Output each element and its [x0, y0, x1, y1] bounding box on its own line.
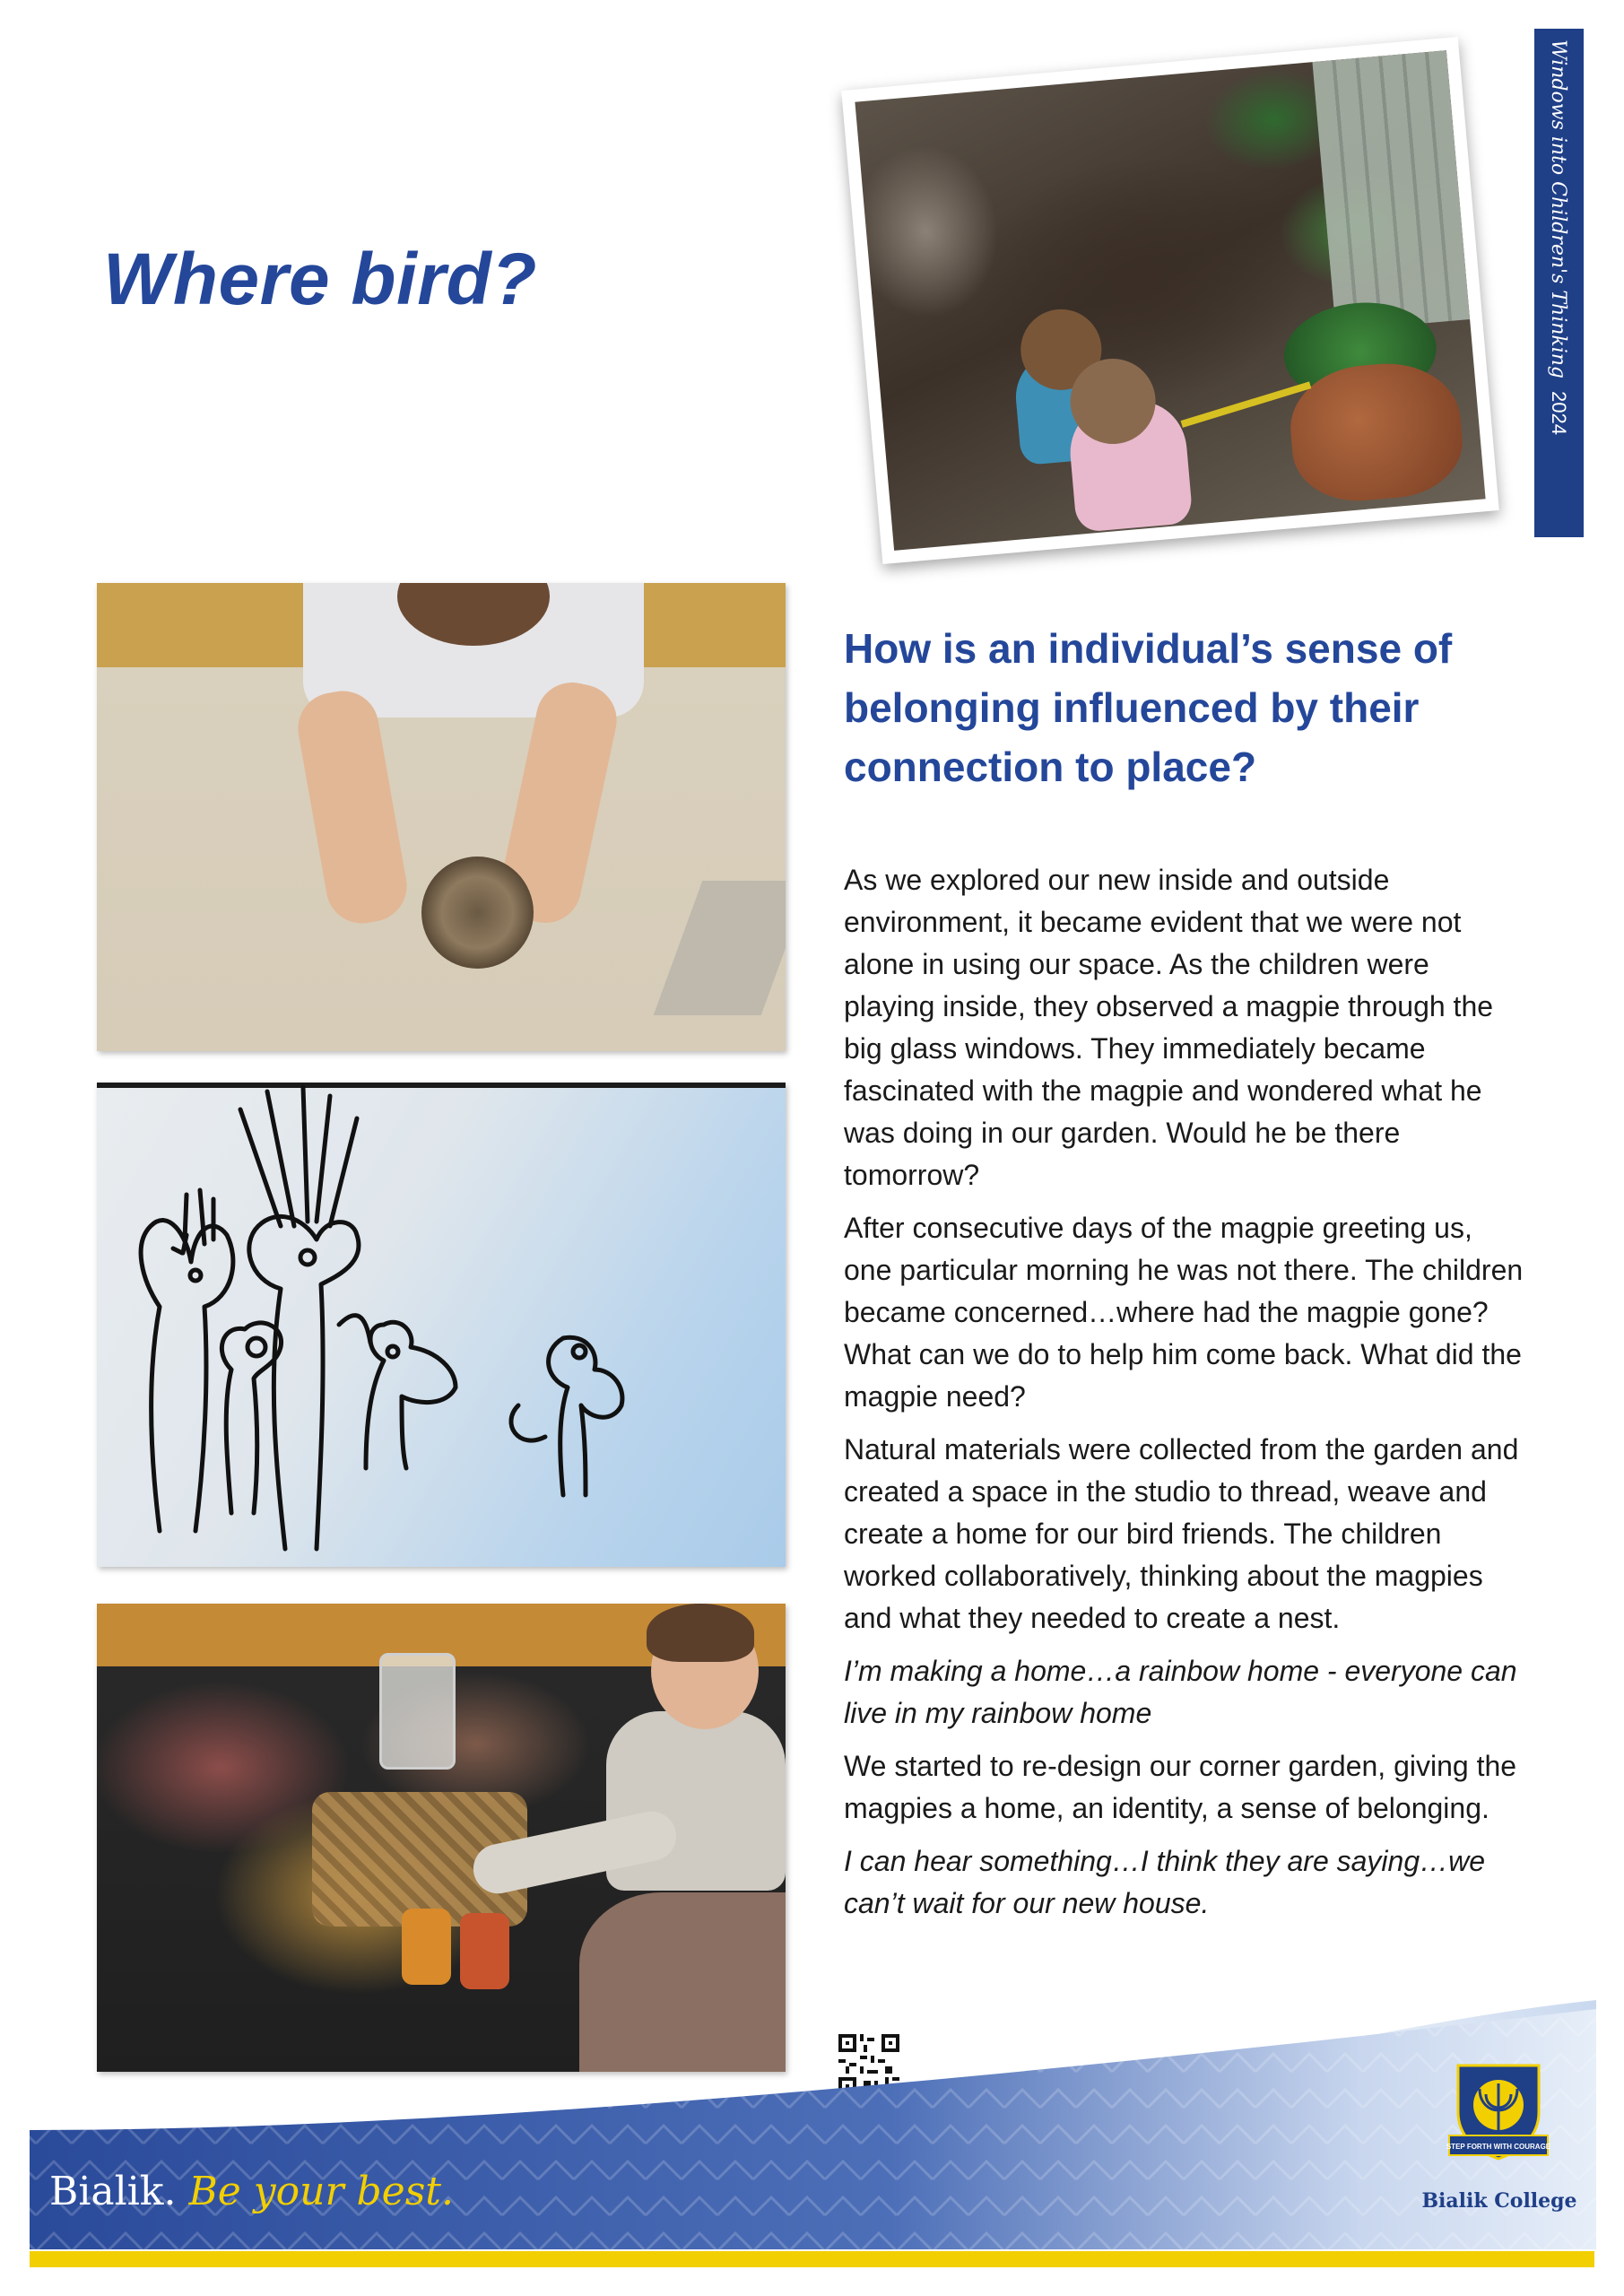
side-tab-title: Windows into Children's Thinking [1547, 39, 1569, 379]
footer-slogan [49, 2169, 454, 2214]
college-crest-icon [1446, 2058, 1551, 2166]
side-tab-text [1534, 29, 1584, 537]
child-drawing-photo [97, 1083, 786, 1567]
footer-brand: Bialik. [49, 2169, 177, 2214]
paragraph-3: Natural materials were collected from the garden and created a space in the studio to thread, weave and create a home for our bird friends. The children worked collaboratively, thinking about the magpies and what they needed to create a nest. [844, 1433, 1519, 1634]
page-title: Where bird? [103, 239, 537, 320]
paragraph-1: As we explored our new inside and outside environment, it became evident that we were not alone in using our space. As the children were playing inside, they observed a magpie through the big glass windows. They immediately became fascinated with the magpie and wondered what he was doing in our garden. Would he be there tomorrow? [844, 864, 1494, 1191]
side-tab-year: 2024 [1548, 391, 1570, 435]
college-name: Bialik College [1421, 2189, 1577, 2213]
child-quote-1: I’m making a home…a rainbow home - everyone can live in my rainbow home [844, 1655, 1517, 1729]
bird-nest [421, 857, 534, 969]
footer-yellow-bar [30, 2251, 1594, 2267]
footer-wave [0, 1973, 1624, 2296]
garden-photo [855, 50, 1485, 551]
body-text [844, 859, 1525, 1935]
child-quote-2: I can hear something…I think they are saying…we can’t wait for our new house. [844, 1845, 1486, 1919]
drawing-figures [97, 1083, 786, 1567]
child-hair [647, 1604, 754, 1662]
paragraph-2: After consecutive days of the magpie greeting us, one particular morning he was not there. The children became concerned…where had the magpie gone? What can we do to help him come back. What did the magpie need? [844, 1212, 1524, 1413]
nest-child-arm-left [292, 685, 413, 929]
footer-tagline: Be your best. [188, 2169, 454, 2214]
paragraph-4: We started to re-design our corner garden, giving the magpies a home, an identity, a sense of belonging. [844, 1750, 1517, 1824]
inquiry-question: How is an individual’s sense of belonging influenced by their connection to place? [844, 625, 1453, 790]
side-tab [1534, 29, 1584, 537]
garden-photo-frame [841, 37, 1499, 564]
glass-jar [379, 1653, 456, 1770]
nest-plate [654, 881, 786, 1015]
garden-fence [1312, 50, 1470, 331]
crest-motto: STEP FORTH WITH COURAGE [1446, 2143, 1551, 2151]
nest-photo [97, 583, 786, 1051]
